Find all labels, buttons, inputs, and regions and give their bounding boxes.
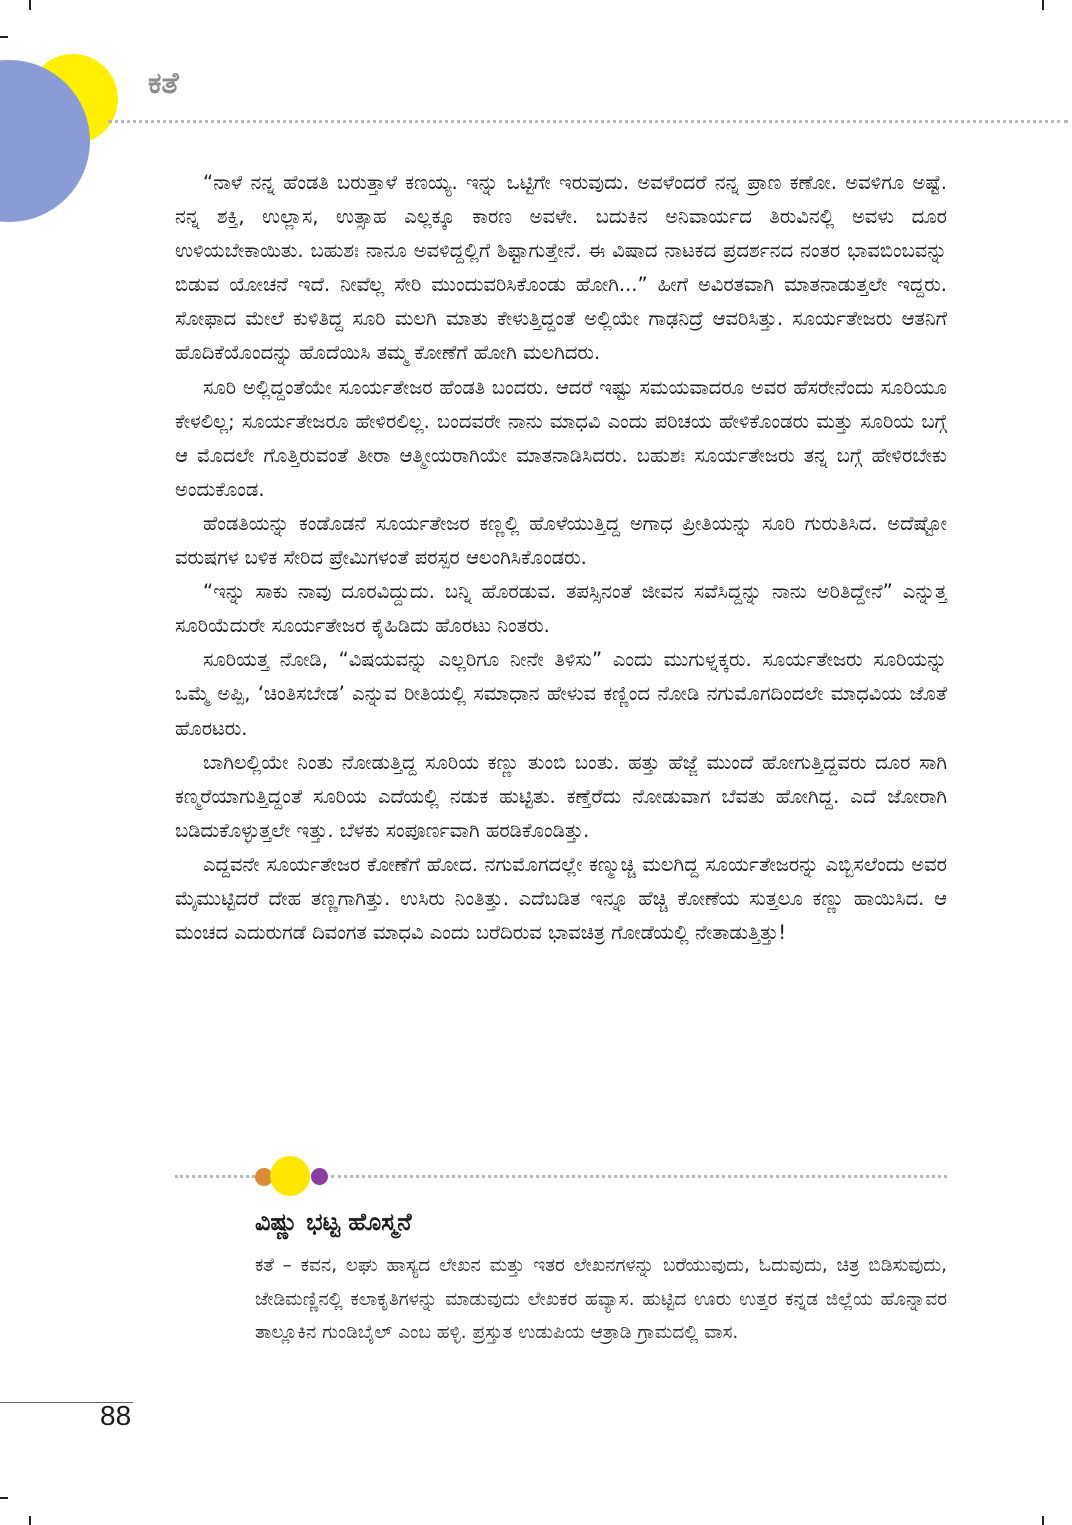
story-paragraph-5: ಸೂರಿಯತ್ತ ನೋಡಿ, “ವಿಷಯವನ್ನು ಎಲ್ಲರಿಗೂ ನೀನೇ ತಿಳಿಸು” ಎಂದು ಮುಗುಳ್ನಕ್ಕರು. ಸೂರ್ಯತೇಜರು ಸೂರಿಯನ್ನು ಒಮ್ಮೆ ಅಪ್ಪಿ, ‘ಚಿಂತಿಸಬೇಡ’ ಎನ್ನುವ ರೀತಿಯಲ್ಲಿ ಸಮಾಧಾನ ಹೇಳುವ ಕಣ್ಣಿಂದ ನೋಡಿ ನಗುಮೊಗದಿಂದಲೇ ಮಾಧವಿಯ ಜೊತೆ ಹೊರಟರು.	[175, 648, 947, 740]
section-title: ಕತೆ	[148, 66, 179, 101]
separator-dots-left	[175, 1175, 255, 1178]
story-paragraph-6: ಬಾಗಿಲಲ್ಲಿಯೇ ನಿಂತು ನೋಡುತ್ತಿದ್ದ ಸೂರಿಯ ಕಣ್ಣು ತುಂಬಿ ಬಂತು. ಹತ್ತು ಹೆಜ್ಜೆ ಮುಂದೆ ಹೋಗುತ್ತಿದ್ದವರು ದೂರ ಸಾಗಿ ಕಣ್ಮರೆಯಾಗುತ್ತಿದ್ದಂತೆ ಸೂರಿಯ ಎದೆಯಲ್ಲಿ ನಡುಕ ಹುಟ್ಟಿತು. ಕಣ್ತೆರೆದು ನೋಡುವಾಗ ಬೆವತು ಹೋಗಿದ್ದ. ಎದೆ ಜೋರಾಗಿ ಬಡಿದುಕೊಳ್ಳುತ್ತಲೇ ಇತ್ತು. ಬೆಳಕು ಸಂಪೂರ್ಣವಾಗಿ ಹರಡಿಕೊಂಡಿತ್ತು.	[175, 750, 947, 842]
story-paragraph-7: ಎದ್ದವನೇ ಸೂರ್ಯತೇಜರ ಕೋಣೆಗೆ ಹೋದ. ನಗುಮೊಗದಲ್ಲೇ ಕಣ್ಮುಚ್ಚಿ ಮಲಗಿದ್ದ ಸೂರ್ಯತೇಜರನ್ನು ಎಬ್ಬಿಸಲೆಂದು ಅವರ ಮೈಮುಟ್ಟಿದರೆ ದೇಹ ತಣ್ಣಗಾಗಿತ್ತು. ಉಸಿರು ನಿಂತಿತ್ತು. ಎದೆಬಡಿತ ಇನ್ನೂ ಹೆಚ್ಚಿ ಕೋಣೆಯ ಸುತ್ತಲೂ ಕಣ್ಣು ಹಾಯಿಸಿದ. ಆ ಮಂಚದ ಎದುರುಗಡೆ ದಿವಂಗತ ಮಾಧವಿ ಎಂದು ಬರೆದಿರುವ ಭಾವಚಿತ್ರ ಗೋಡೆಯಲ್ಲಿ ನೇತಾಡುತ್ತಿತ್ತು!	[175, 852, 947, 945]
page-number: 88	[100, 1400, 132, 1431]
story-body	[175, 166, 947, 950]
separator-dots-right	[331, 1175, 947, 1178]
crop-mark-top-right	[1042, 0, 1044, 10]
author-separator	[175, 1156, 947, 1196]
crop-mark-left-lower	[0, 1497, 8, 1499]
author-bio: ಕತೆ – ಕವನ, ಲಘು ಹಾಸ್ಯದ ಲೇಖನ ಮತ್ತು ಇತರ ಲೇಖನಗಳನ್ನು ಬರೆಯುವುದು, ಓದುವುದು, ಚಿತ್ರ ಬಿಡಿಸುವುದು, ಜೇಡಿಮಣ್ಣಿನಲ್ಲಿ ಕಲಾಕೃತಿಗಳನ್ನು ಮಾಡುವುದು ಲೇಖಕರ ಹವ್ಯಾಸ. ಹುಟ್ಟಿದ ಊರು ಉತ್ತರ ಕನ್ನಡ ಜಿಲ್ಲೆಯ ಹೊನ್ನಾವರ ತಾಲ್ಲೂಕಿನ ಗುಂಡಿಬೈಲ್ ಎಂಬ ಹಳ್ಳಿ. ಪ್ರಸ್ತುತ ಉಡುಪಿಯ ಆತ್ರಾಡಿ ಗ್ರಾಮದಲ್ಲಿ ವಾಸ.	[255, 1255, 947, 1343]
header-dotted-rule	[108, 120, 1068, 123]
crop-mark-bottom-left	[29, 1516, 31, 1525]
story-paragraph-4: “ಇನ್ನು ಸಾಕು ನಾವು ದೂರವಿದ್ದುದು. ಬನ್ನಿ ಹೊರಡುವ. ತಪಸ್ಸಿನಂತೆ ಜೀವನ ಸವೆಸಿದ್ದನ್ನು ನಾನು ಅರಿತಿದ್ದೇನೆ” ಎನ್ನುತ್ತ ಸೂರಿಯೆದುರೇ ಸೂರ್ಯತೇಜರ ಕೈಹಿಡಿದು ಹೊರಟು ನಿಂತರು.	[175, 580, 947, 638]
separator-dot-yellow	[270, 1156, 310, 1196]
author-name: ವಿಷ್ಣು ಭಟ್ಟ ಹೊಸ್ಮನೆ	[255, 1208, 412, 1236]
story-paragraph-2: ಸೂರಿ ಅಲ್ಲಿದ್ದಂತೆಯೇ ಸೂರ್ಯತೇಜರ ಹೆಂಡತಿ ಬಂದರು. ಆದರೆ ಇಷ್ಟು ಸಮಯವಾದರೂ ಅವರ ಹೆಸರೇನೆಂದು ಸೂರಿಯೂ ಕೇಳಲಿಲ್ಲ; ಸೂರ್ಯತೇಜರೂ ಹೇಳಿರಲಿಲ್ಲ. ಬಂದವರೇ ನಾನು ಮಾಧವಿ ಎಂದು ಪರಿಚಯ ಹೇಳಿಕೊಂಡರು ಮತ್ತು ಸೂರಿಯ ಬಗ್ಗೆ ಆ ಮೊದಲೇ ಗೊತ್ತಿರುವಂತೆ ತೀರಾ ಆತ್ಮೀಯರಾಗಿಯೇ ಮಾತನಾಡಿಸಿದರು. ಬಹುಶಃ ಸೂರ್ಯತೇಜರು ತನ್ನ ಬಗ್ಗೆ ಹೇಳಿರಬೇಕು ಅಂದುಕೊಂಡ.	[175, 375, 947, 501]
story-paragraph-1: “ನಾಳೆ ನನ್ನ ಹೆಂಡತಿ ಬರುತ್ತಾಳೆ ಕಣಯ್ಯ. ಇನ್ನು ಒಟ್ಟಿಗೇ ಇರುವುದು. ಅವಳೆಂದರೆ ನನ್ನ ಪ್ರಾಣ ಕಣೋ. ಅವಳಿಗೂ ಅಷ್ಟೆ. ನನ್ನ ಶಕ್ತಿ, ಉಲ್ಲಾಸ, ಉತ್ಸಾಹ ಎಲ್ಲಕ್ಕೂ ಕಾರಣ ಅವಳೇ. ಬದುಕಿನ ಅನಿವಾರ್ಯದ ತಿರುವಿನಲ್ಲಿ ಅವಳು ದೂರ ಉಳಿಯಬೇಕಾಯಿತು. ಬಹುಶಃ ನಾನೂ ಅವಳಿದ್ದಲ್ಲಿಗೆ ಶಿಫ್ಟಾಗುತ್ತೇನೆ. ಈ ವಿಷಾದ ನಾಟಕದ ಪ್ರದರ್ಶನದ ನಂತರ ಭಾವಬಿಂಬವನ್ನು ಬಿಡುವ ಯೋಚನೆ ಇದೆ. ನೀವೆಲ್ಲ ಸೇರಿ ಮುಂದುವರಿಸಿಕೊಂಡು ಹೋಗಿ...” ಹೀಗೆ ಅವಿರತವಾಗಿ ಮಾತನಾಡುತ್ತಲೇ ಇದ್ದರು. ಸೋಫಾದ ಮೇಲೆ ಕುಳಿತಿದ್ದ ಸೂರಿ ಮಲಗಿ ಮಾತು ಕೇಳುತ್ತಿದ್ದಂತೆ ಅಲ್ಲಿಯೇ ಗಾಢನಿದ್ರೆ ಆವರಿಸಿತ್ತು. ಸೂರ್ಯತೇಜರು ಆತನಿಗೆ ಹೊದಿಕೆಯೊಂದನ್ನು ಹೊದೆಯಿಸಿ ತಮ್ಮ ಕೋಣೆಗೆ ಹೋಗಿ ಮಲಗಿದರು.	[175, 171, 947, 365]
crop-mark-bottom-right	[1042, 1516, 1044, 1525]
crop-mark-left-upper	[0, 36, 8, 38]
story-paragraph-3: ಹೆಂಡತಿಯನ್ನು ಕಂಡೊಡನೆ ಸೂರ್ಯತೇಜರ ಕಣ್ಣಲ್ಲಿ ಹೊಳೆಯುತ್ತಿದ್ದ ಅಗಾಧ ಪ್ರೀತಿಯನ್ನು ಸೂರಿ ಗುರುತಿಸಿದ. ಅದೆಷ್ಟೋ ವರುಷಗಳ ಬಳಿಕ ಸೇರಿದ ಪ್ರೇಮಿಗಳಂತೆ ಪರಸ್ಪರ ಆಲಂಗಿಸಿಕೊಂಡರು.	[175, 511, 947, 570]
crop-mark-top-left	[29, 0, 31, 10]
separator-dot-purple	[311, 1168, 328, 1185]
